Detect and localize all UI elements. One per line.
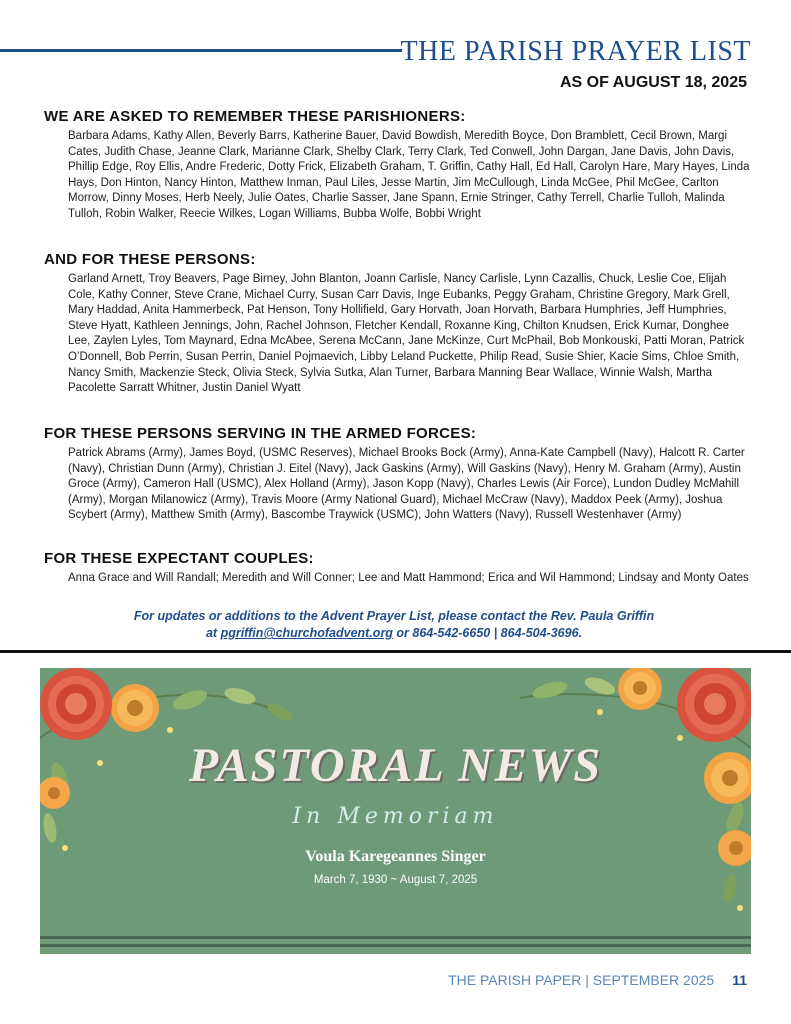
memoriam-dates: March 7, 1930 ~ August 7, 2025 — [313, 874, 478, 886]
contact-at: at — [205, 626, 221, 640]
banner-title: PASTORAL NEWS — [188, 739, 603, 792]
name-list: Barbara Adams, Kathy Allen, Beverly Barrs, Katherine Bauer, David Bowdish, Meredith Boyce, Don Bramblett, Cecil Brown, Margi Cates, Judith Chase, Jeanne Clark, Marianne Clark, Shelby Clark, Terry Clark, Ted Conwell, John Dargan, Jane Davis, John Davis, Phillip Edge, Roy Ellis, Andre Frederic, Dotty Frick, Elizabeth Graham, T. Griffin, Cathy Hall, Ed Hall, Carolyn Hare, Mary Hayes, Linda Hays, Don Hinton, Nancy Hinton, Matthew Inman, Paul Liles, Jesse Martin, Jim McCullough, Linda McGee, Phil McGee, Carlton Morrow, Dinny Moses, Herb Neely, Julie Oates, Charlie Sasser, Jane Spann, Ernie Stringer, Cathy Terrell, Charlie Tulloh, Malinda Tulloh, Robin Walker, Reecie Wilkes, Logan Williams, Bubba Wolfe, Bobbi Wright — [68, 130, 750, 220]
page-footer — [448, 972, 747, 988]
section-armed-forces — [44, 425, 754, 524]
section-heading: WE ARE ASKED TO REMEMBER THESE PARISHIONERS: — [44, 108, 466, 125]
page-subtitle: AS OF AUGUST 18, 2025 — [559, 74, 747, 91]
header-rule — [0, 49, 402, 52]
section-expectant-couples — [44, 550, 754, 587]
banner-stripe — [40, 936, 751, 939]
name-list: Anna Grace and Will Randall; Meredith and Will Conner; Lee and Matt Hammond; Erica and Wil Hammond; Lindsay and Monty Oates — [68, 572, 749, 584]
contact-line-1: For updates or additions to the Advent Prayer List, please contact the Rev. Paula Griffin — [133, 609, 655, 623]
contact-phones: or 864-542-6650 | 864-504-3696. — [392, 626, 583, 640]
section-persons — [44, 251, 754, 397]
contact-note — [44, 608, 744, 642]
contact-email-link[interactable]: pgriffin@churchofadvent.org — [220, 626, 393, 640]
section-divider — [0, 650, 791, 653]
contact-line-2 — [44, 625, 744, 642]
section-heading: FOR THESE PERSONS SERVING IN THE ARMED FORCES: — [44, 425, 477, 442]
pastoral-news-banner — [40, 668, 751, 954]
name-list: Patrick Abrams (Army), James Boyd, (USMC Reserves), Michael Brooks Bock (Army), Anna-Kate Campbell (Navy), Halcott R. Carter (Navy), Christian Dunn (Army), Christian J. Eitel (Navy), Jack Gaskins (Army), Will Gaskins (Navy), Henry M. Graham (Army), Austin Groce (Army), Cameron Hall (USMC), Alex Holland (Army), Jason Kopp (Navy), Charles Lewis (Air Force), Lundon Dudley McMahill (Army), Morgan Milanowicz (Army), Travis Moore (Army National Guard), Michael McCraw (Navy), Maddox Peek (Army), Joshua Scybert (Army), Matthew Smith (Army), Bascombe Traywick (USMC), John Watters (Navy), Russell Westenhaver (Army) — [68, 447, 745, 522]
page-title: THE PARISH PRAYER LIST — [400, 36, 751, 67]
section-heading: FOR THESE EXPECTANT COUPLES: — [44, 550, 314, 567]
memoriam-name: Voula Karegeannes Singer — [305, 848, 486, 865]
section-parishioners — [44, 108, 754, 223]
name-list: Garland Arnett, Troy Beavers, Page Birney, John Blanton, Joann Carlisle, Nancy Carlisle, Lynn Cazallis, Chuck, Leslie Coe, Elijah Cole, Kathy Conner, Steve Crane, Michael Curry, Susan Carr Davis, Inge Eubanks, Peggy Graham, Christine Gregory, Mark Grell, Mary Haddad, Anita Hammerbeck, Pat Henson, Tony Hollifield, Gary Horvath, Joan Horvath, Barbara Humphries, Jeff Humphries, Steve Hyatt, Kathleen Jennings, John, Rachel Johnson, Fletcher Kendall, Roxanne King, Chilton Knudsen, Erick Kumar, Donghee Lee, Zaylen Lyles, Tom Maynard, Edna McAbee, Serena McCann, Jane McKinze, Curt McPhail, Bob Monkouski, Patti Moran, Patrick O’Donnell, Bob Perrin, Susan Perrin, Daniel Pojmaevich, Libby Leland Puckette, Philip Read, Susie Shier, Kacie Sims, Chloe Smith, Nancy Smith, Mackenzie Steck, Olivia Steck, Sylvia Sutka, Alan Turner, Barbara Manning Bear Wallace, Winnie Walsh, Martha Pacolette Sarratt Whitner, Justin Daniel Wyatt — [68, 273, 745, 395]
banner-subtitle: In Memoriam — [292, 804, 499, 829]
page-number: 11 — [732, 972, 747, 988]
section-heading: AND FOR THESE PERSONS: — [44, 251, 256, 268]
banner-stripe — [40, 944, 751, 947]
footer-text: THE PARISH PAPER | SEPTEMBER 2025 — [448, 972, 715, 988]
